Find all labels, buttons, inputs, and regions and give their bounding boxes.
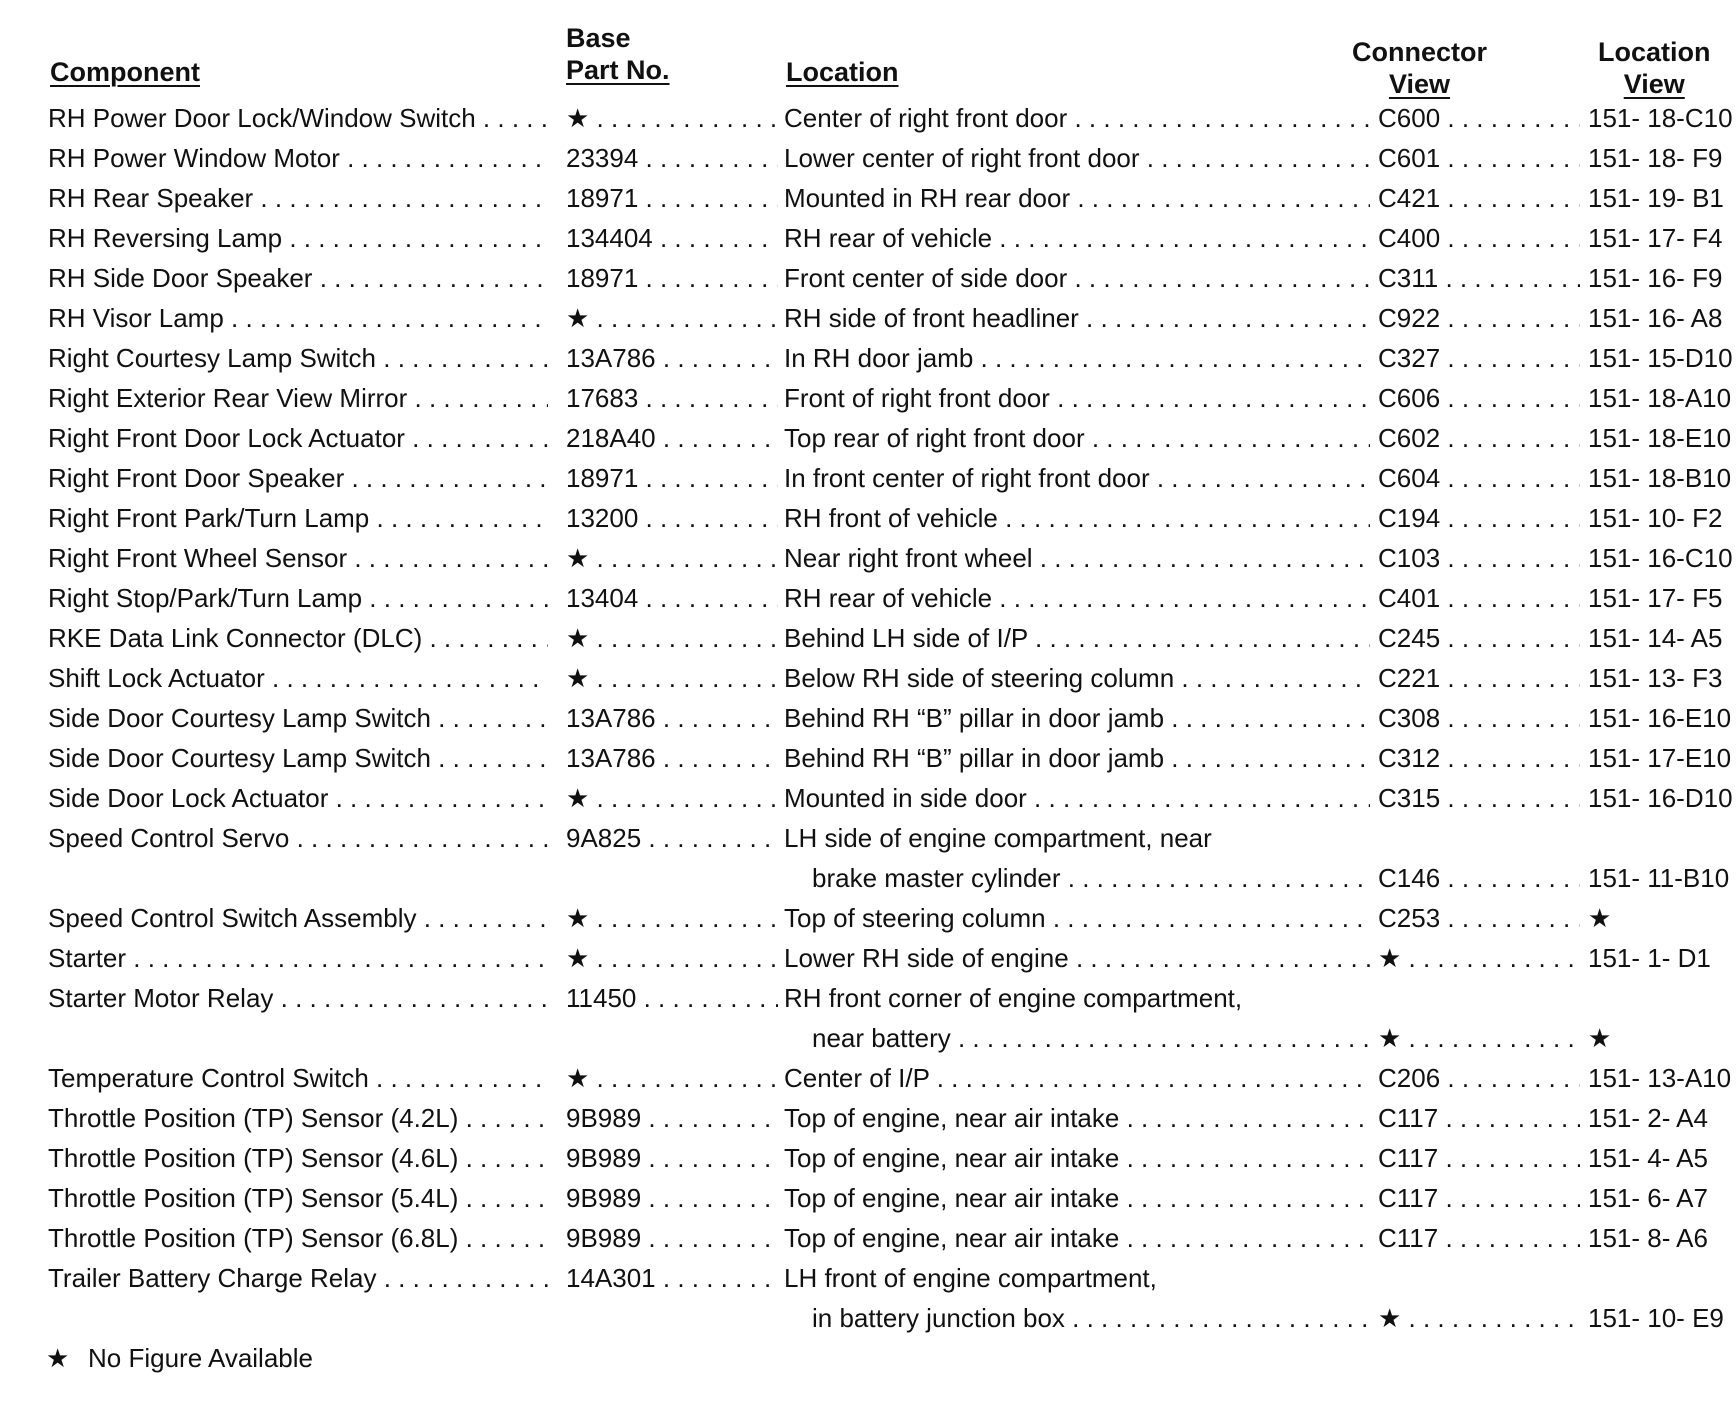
part-number-cell: ★ . . . (566, 98, 778, 138)
component-cell (48, 1018, 548, 1058)
location-cell: RH side of front headliner . . . (784, 298, 1370, 338)
table-row (0, 378, 1736, 418)
connector-view-cell: C327 . . . (1378, 338, 1580, 378)
connector-view-cell (1378, 818, 1580, 858)
component-cell: Trailer Battery Charge Relay . . . (48, 1258, 548, 1298)
connector-view-cell: ★ . . . (1378, 1018, 1580, 1058)
connector-view-cell: C146 . . . (1378, 858, 1580, 898)
location-view-cell: 151- 16-D10 (1588, 783, 1733, 813)
connector-view-cell: C194 . . . (1378, 498, 1580, 538)
location-view-cell: 151- 18-C10 (1588, 103, 1733, 133)
location-cell: LH side of engine compartment, near (784, 823, 1212, 853)
part-number-cell: 13A786 . . . (566, 698, 778, 738)
header-part-line2: Part No. (566, 55, 670, 85)
location-cell: RH rear of vehicle . . . (784, 218, 1370, 258)
part-number-cell: 134404 . . . (566, 218, 778, 258)
footnote-text: No Figure Available (88, 1343, 313, 1373)
location-cell: Front center of side door . . . (784, 258, 1370, 298)
component-table (0, 98, 1736, 1338)
location-cell: Top of engine, near air intake . . . (784, 1218, 1370, 1258)
component-cell: RH Power Window Motor . . . (48, 138, 548, 178)
part-number-cell: 9B989 . . . (566, 1098, 778, 1138)
table-row (0, 1098, 1736, 1138)
component-cell: Starter . . . (48, 938, 548, 978)
part-number-cell: ★ . . . (566, 938, 778, 978)
connector-view-cell: C117 . . . (1378, 1218, 1580, 1258)
component-cell: Starter Motor Relay . . . (48, 978, 548, 1018)
location-view-cell: 151- 16-C10 (1588, 543, 1733, 573)
table-row (0, 778, 1736, 818)
header-part-line1: Base (566, 23, 631, 53)
location-view-cell: 151- 16- F9 (1588, 263, 1723, 293)
part-number-cell: 14A301 . . . (566, 1258, 778, 1298)
location-view-cell: 151- 8- A6 (1588, 1223, 1708, 1253)
component-cell: Side Door Courtesy Lamp Switch . . . (48, 738, 548, 778)
component-cell: RH Reversing Lamp . . . (48, 218, 548, 258)
connector-view-cell: C245 . . . (1378, 618, 1580, 658)
component-cell: RH Visor Lamp . . . (48, 298, 548, 338)
component-cell: Side Door Courtesy Lamp Switch . . . (48, 698, 548, 738)
header-base-part-no (566, 22, 670, 86)
location-view-cell: 151- 4- A5 (1588, 1143, 1708, 1173)
connector-view-cell: C312 . . . (1378, 738, 1580, 778)
header-location (786, 56, 899, 88)
header-location-label: Location (786, 57, 899, 87)
table-row (0, 1138, 1736, 1178)
connector-view-cell: C311 . . . (1378, 258, 1580, 298)
table-row (0, 1298, 1736, 1338)
connector-view-cell: C600 . . . (1378, 98, 1580, 138)
header-component-label: Component (50, 57, 200, 87)
part-number-cell: 11450 . . . (566, 978, 778, 1018)
connector-view-cell (1378, 1258, 1580, 1298)
connector-view-cell: C315 . . . (1378, 778, 1580, 818)
location-cell: In front center of right front door . . . (784, 458, 1370, 498)
component-cell: Right Courtesy Lamp Switch . . . (48, 338, 548, 378)
table-row (0, 898, 1736, 938)
location-cell: Lower center of right front door . . . (784, 138, 1370, 178)
location-view-cell (1588, 818, 1736, 858)
component-cell: Right Exterior Rear View Mirror . . . (48, 378, 548, 418)
component-cell: Right Front Door Speaker . . . (48, 458, 548, 498)
location-view-cell: 151- 14- A5 (1588, 623, 1723, 653)
connector-view-cell: ★ . . . (1378, 938, 1580, 978)
component-cell: RH Side Door Speaker . . . (48, 258, 548, 298)
part-number-cell: 9B989 . . . (566, 1218, 778, 1258)
location-cell: Top of engine, near air intake . . . (784, 1138, 1370, 1178)
header-connector-line1: Connector (1352, 37, 1487, 67)
connector-view-cell: C117 . . . (1378, 1098, 1580, 1138)
part-number-cell: 13A786 . . . (566, 338, 778, 378)
connector-view-cell: C221 . . . (1378, 658, 1580, 698)
location-cell: near battery . . . (812, 1018, 1370, 1058)
part-number-cell: 218A40 . . . (566, 418, 778, 458)
location-cell: Behind RH “B” pillar in door jamb . . . (784, 698, 1370, 738)
component-cell: Throttle Position (TP) Sensor (4.6L) . . . (48, 1138, 548, 1178)
part-number-cell (566, 1298, 778, 1338)
table-row (0, 1178, 1736, 1218)
table-row (0, 498, 1736, 538)
table-row (0, 1058, 1736, 1098)
component-cell (48, 858, 548, 898)
table-row (0, 578, 1736, 618)
table-row (0, 858, 1736, 898)
location-view-cell: 151- 10- F2 (1588, 503, 1723, 533)
location-view-cell: 151- 19- B1 (1588, 183, 1724, 213)
location-view-cell: 151- 16-E10 (1588, 703, 1732, 733)
header-location-view-line2: View (1623, 69, 1685, 99)
table-row (0, 738, 1736, 778)
part-number-cell: 23394 . . . (566, 138, 778, 178)
location-view-cell: 151- 17- F5 (1588, 583, 1723, 613)
part-number-cell: ★ . . . (566, 898, 778, 938)
table-row (0, 1218, 1736, 1258)
table-row (0, 138, 1736, 178)
component-cell (48, 1298, 548, 1338)
component-cell: Right Front Park/Turn Lamp . . . (48, 498, 548, 538)
table-row (0, 1018, 1736, 1058)
table-row (0, 698, 1736, 738)
component-cell: Side Door Lock Actuator . . . (48, 778, 548, 818)
connector-view-cell: C308 . . . (1378, 698, 1580, 738)
part-number-cell: ★ . . . (566, 618, 778, 658)
star-icon: ★ (46, 1343, 70, 1373)
table-row (0, 98, 1736, 138)
location-cell: LH front of engine compartment, (784, 1263, 1157, 1293)
location-cell: Center of I/P . . . (784, 1058, 1370, 1098)
connector-view-cell: C117 . . . (1378, 1138, 1580, 1178)
part-number-cell: ★ . . . (566, 538, 778, 578)
location-view-cell: 151- 16- A8 (1588, 303, 1723, 333)
table-row (0, 618, 1736, 658)
location-cell: RH front corner of engine compartment, (784, 983, 1243, 1013)
location-cell: Front of right front door . . . (784, 378, 1370, 418)
part-number-cell: 9A825 . . . (566, 818, 778, 858)
component-cell: Temperature Control Switch . . . (48, 1058, 548, 1098)
component-cell: RH Power Door Lock/Window Switch . . . (48, 98, 548, 138)
part-number-cell: 18971 . . . (566, 178, 778, 218)
table-row (0, 1258, 1736, 1298)
connector-view-cell: C400 . . . (1378, 218, 1580, 258)
connector-view-cell: C602 . . . (1378, 418, 1580, 458)
component-cell: RH Rear Speaker . . . (48, 178, 548, 218)
location-cell: Top rear of right front door . . . (784, 418, 1370, 458)
component-cell: Throttle Position (TP) Sensor (4.2L) . . . (48, 1098, 548, 1138)
connector-view-cell: C117 . . . (1378, 1178, 1580, 1218)
header-connector-line2: View (1388, 69, 1451, 99)
part-number-cell (566, 858, 778, 898)
table-row (0, 258, 1736, 298)
part-number-cell: 13A786 . . . (566, 738, 778, 778)
location-cell: Top of steering column . . . (784, 898, 1370, 938)
table-row (0, 418, 1736, 458)
part-number-cell: 18971 . . . (566, 458, 778, 498)
location-view-cell: 151- 18-B10 (1588, 463, 1732, 493)
part-number-cell: 13200 . . . (566, 498, 778, 538)
location-cell: brake master cylinder . . . (812, 858, 1370, 898)
connector-view-cell (1378, 978, 1580, 1018)
connector-view-cell: C103 . . . (1378, 538, 1580, 578)
part-number-cell: ★ . . . (566, 778, 778, 818)
component-cell: Speed Control Switch Assembly . . . (48, 898, 548, 938)
location-cell: RH front of vehicle . . . (784, 498, 1370, 538)
part-number-cell: 17683 . . . (566, 378, 778, 418)
location-cell: Near right front wheel . . . (784, 538, 1370, 578)
table-row (0, 338, 1736, 378)
component-cell: Right Front Door Lock Actuator . . . (48, 418, 548, 458)
part-number-cell (566, 1018, 778, 1058)
table-row (0, 298, 1736, 338)
table-row (0, 178, 1736, 218)
table-row (0, 978, 1736, 1018)
location-view-cell: 151- 13-A10 (1588, 1063, 1732, 1093)
location-cell: RH rear of vehicle . . . (784, 578, 1370, 618)
connector-view-cell: C253 . . . (1378, 898, 1580, 938)
location-cell: Mounted in RH rear door . . . (784, 178, 1370, 218)
part-number-cell: 13404 . . . (566, 578, 778, 618)
location-view-cell: 151- 18-A10 (1588, 383, 1732, 413)
connector-view-cell: C401 . . . (1378, 578, 1580, 618)
location-view-cell: 151- 2- A4 (1588, 1103, 1708, 1133)
connector-view-cell: ★ . . . (1378, 1298, 1580, 1338)
component-cell: Shift Lock Actuator . . . (48, 658, 548, 698)
component-cell: Throttle Position (TP) Sensor (6.8L) . . . (48, 1218, 548, 1258)
location-view-cell: 151- 11-B10 (1588, 863, 1730, 893)
location-view-cell: ★ (1588, 903, 1612, 933)
header-connector-view (1352, 36, 1487, 100)
table-row (0, 538, 1736, 578)
location-cell: in battery junction box . . . (812, 1298, 1370, 1338)
location-cell: Top of engine, near air intake . . . (784, 1178, 1370, 1218)
location-view-cell: 151- 1- D1 (1588, 943, 1711, 973)
header-location-view-line1: Location (1598, 37, 1711, 67)
table-row (0, 458, 1736, 498)
table-row (0, 658, 1736, 698)
location-view-cell: 151- 18- F9 (1588, 143, 1723, 173)
location-view-cell: 151- 6- A7 (1588, 1183, 1708, 1213)
header-location-view (1598, 36, 1711, 100)
location-view-cell: ★ (1588, 1023, 1612, 1053)
location-view-cell: 151- 10- E9 (1588, 1303, 1724, 1333)
location-view-cell: 151- 15-D10 (1588, 343, 1733, 373)
connector-view-cell: C606 . . . (1378, 378, 1580, 418)
location-view-cell: 151- 18-E10 (1588, 423, 1732, 453)
location-cell: Behind RH “B” pillar in door jamb . . . (784, 738, 1370, 778)
location-view-cell (1588, 978, 1736, 1018)
part-number-cell: 9B989 . . . (566, 1138, 778, 1178)
component-cell: Throttle Position (TP) Sensor (5.4L) . . . (48, 1178, 548, 1218)
table-row (0, 938, 1736, 978)
table-row (0, 818, 1736, 858)
part-number-cell: ★ . . . (566, 658, 778, 698)
location-cell: Below RH side of steering column . . . (784, 658, 1370, 698)
component-cell: Right Stop/Park/Turn Lamp . . . (48, 578, 548, 618)
part-number-cell: ★ . . . (566, 1058, 778, 1098)
location-cell: Lower RH side of engine . . . (784, 938, 1370, 978)
location-cell: In RH door jamb . . . (784, 338, 1370, 378)
location-view-cell: 151- 17- F4 (1588, 223, 1723, 253)
connector-view-cell: C604 . . . (1378, 458, 1580, 498)
location-view-cell: 151- 13- F3 (1588, 663, 1723, 693)
location-cell: Mounted in side door . . . (784, 778, 1370, 818)
component-cell: Right Front Wheel Sensor . . . (48, 538, 548, 578)
component-cell: Speed Control Servo . . . (48, 818, 548, 858)
footnote (46, 1338, 313, 1378)
component-cell: RKE Data Link Connector (DLC) . . . (48, 618, 548, 658)
location-cell: Top of engine, near air intake . . . (784, 1098, 1370, 1138)
connector-view-cell: C922 . . . (1378, 298, 1580, 338)
part-number-cell: ★ . . . (566, 298, 778, 338)
header-component (50, 56, 200, 88)
table-row (0, 218, 1736, 258)
location-cell: Behind LH side of I/P . . . (784, 618, 1370, 658)
location-cell: Center of right front door . . . (784, 98, 1370, 138)
part-number-cell: 18971 . . . (566, 258, 778, 298)
connector-view-cell: C206 . . . (1378, 1058, 1580, 1098)
part-number-cell: 9B989 . . . (566, 1178, 778, 1218)
location-view-cell (1588, 1258, 1736, 1298)
connector-view-cell: C601 . . . (1378, 138, 1580, 178)
connector-view-cell: C421 . . . (1378, 178, 1580, 218)
location-view-cell: 151- 17-E10 (1588, 743, 1732, 773)
